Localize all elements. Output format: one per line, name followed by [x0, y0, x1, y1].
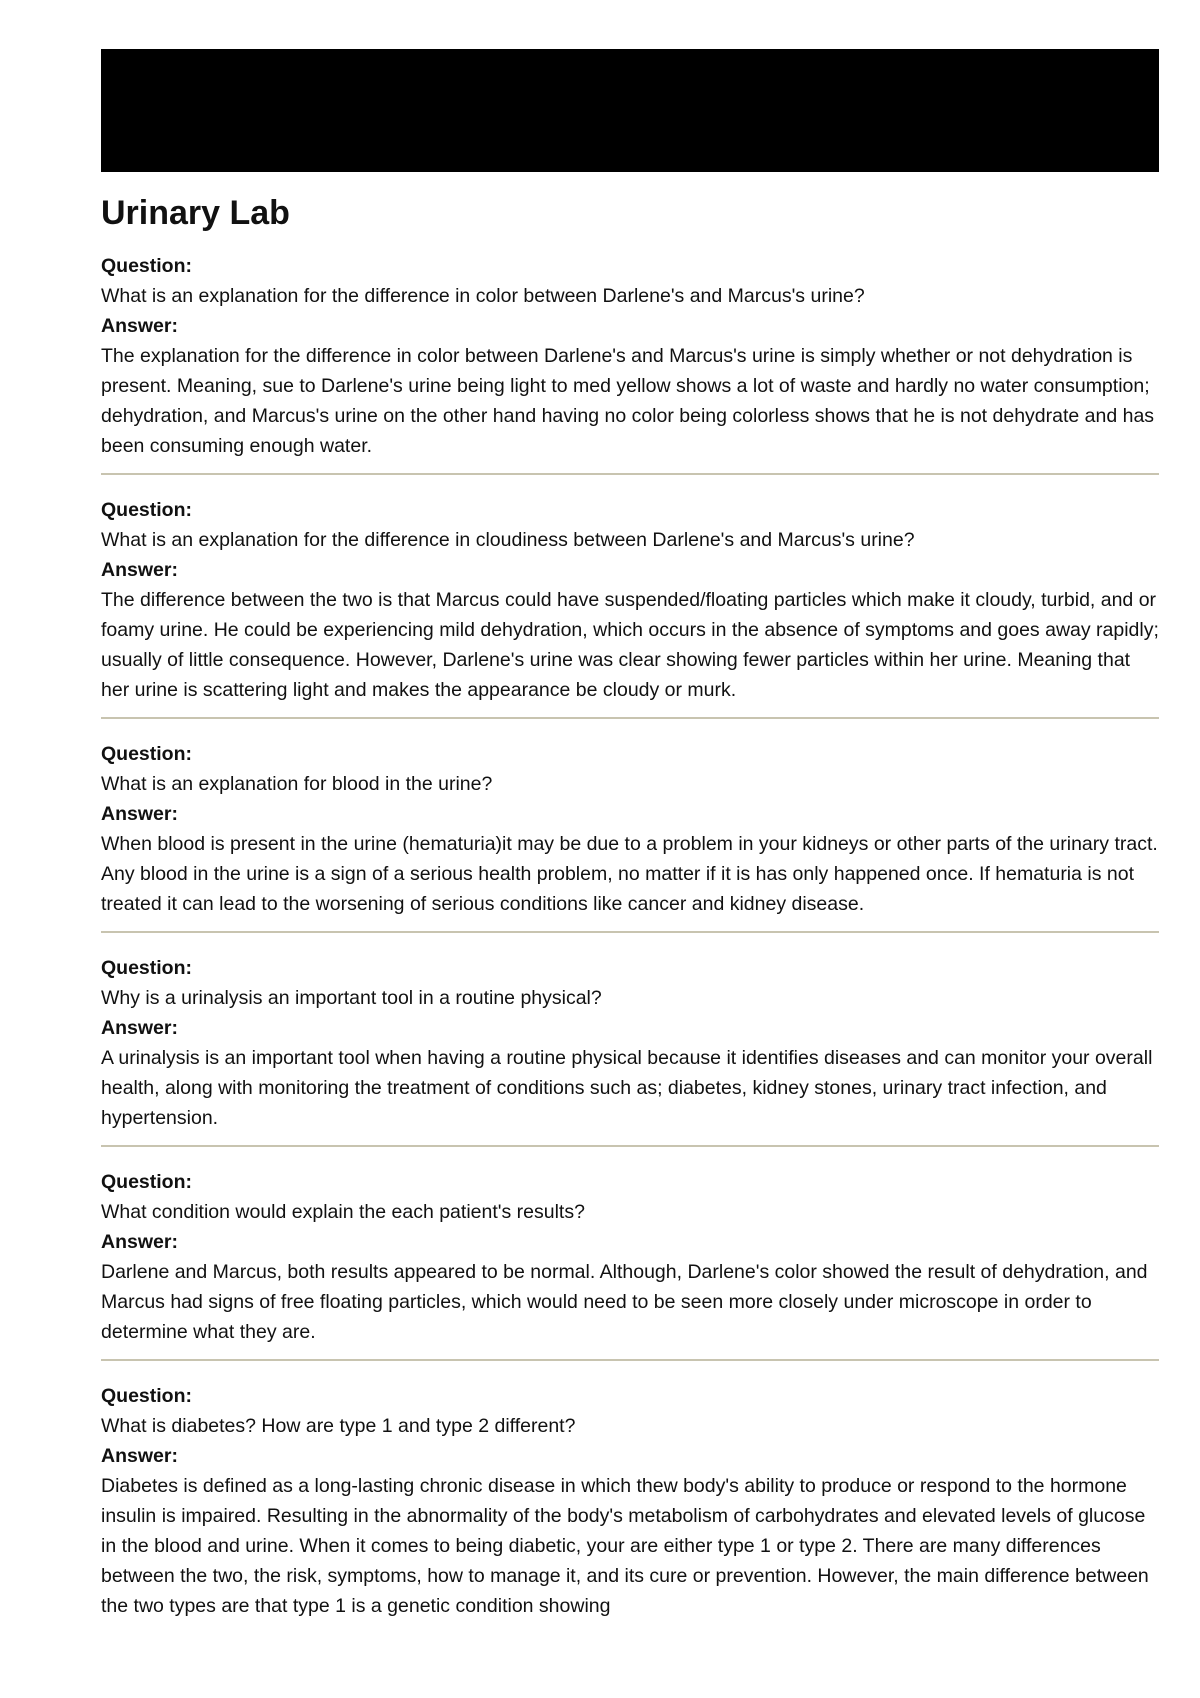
answer-text: The explanation for the difference in color between Darlene's and Marcus's urine is simply whether or not dehydration is present. Meaning, sue to Darlene's urine being light to med yellow shows a lot of waste and hardly no water consumption; dehydration, and Marcus's urine on the other hand having no color being colorless shows that he is not dehydrate and has been consuming enough water. — [101, 345, 1155, 457]
question-text: What is an explanation for blood in the urine? — [101, 773, 493, 795]
page-title: Urinary Lab — [101, 194, 290, 232]
answer-label: Answer: — [101, 1017, 178, 1039]
question-label: Question: — [101, 743, 192, 765]
qa-list — [101, 251, 1159, 1621]
qa-item — [101, 953, 1159, 1133]
section-divider — [101, 1359, 1159, 1361]
section-divider — [101, 931, 1159, 933]
qa-item — [101, 495, 1159, 705]
qa-item — [101, 1381, 1159, 1621]
section-divider — [101, 473, 1159, 475]
answer-text: When blood is present in the urine (hematuria)it may be due to a problem in your kidneys or other parts of the urinary tract. Any blood in the urine is a sign of a serious health problem, no matter if it is has only happened once. If hematuria is not treated it can lead to the worsening of serious conditions like cancer and kidney disease. — [101, 833, 1158, 915]
qa-item — [101, 739, 1159, 919]
answer-label: Answer: — [101, 1231, 178, 1253]
question-text: What condition would explain the each patient's results? — [101, 1201, 585, 1223]
question-label: Question: — [101, 499, 192, 521]
answer-text: Diabetes is defined as a long-lasting chronic disease in which thew body's ability to produce or respond to the hormone insulin is impaired. Resulting in the abnormality of the body's metabolism of carbohydrates and elevated levels of glucose in the blood and urine. When it comes to being diabetic, your are either type 1 or type 2. There are many differences between the two, the risk, symptoms, how to manage it, and its cure or prevention. However, the main difference between the two types are that type 1 is a genetic condition showing — [101, 1475, 1149, 1617]
answer-text: The difference between the two is that Marcus could have suspended/floating particles which make it cloudy, turbid, and or foamy urine. He could be experiencing mild dehydration, which occurs in the absence of symptoms and goes away rapidly; usually of little consequence. However, Darlene's urine was clear showing fewer particles within her urine. Meaning that her urine is scattering light and makes the appearance be cloudy or murk. — [101, 589, 1159, 701]
question-label: Question: — [101, 1171, 192, 1193]
answer-label: Answer: — [101, 315, 178, 337]
redacted-header-banner — [101, 49, 1159, 172]
question-text: What is diabetes? How are type 1 and type 2 different? — [101, 1415, 576, 1437]
qa-item — [101, 1167, 1159, 1347]
answer-text: Darlene and Marcus, both results appeared to be normal. Although, Darlene's color showed the result of dehydration, and Marcus had signs of free floating particles, which would need to be seen more closely under microscope in order to determine what they are. — [101, 1261, 1148, 1343]
answer-label: Answer: — [101, 803, 178, 825]
question-text: Why is a urinalysis an important tool in a routine physical? — [101, 987, 602, 1009]
answer-label: Answer: — [101, 559, 178, 581]
question-text: What is an explanation for the difference in color between Darlene's and Marcus's urine? — [101, 285, 865, 307]
question-label: Question: — [101, 957, 192, 979]
question-text: What is an explanation for the difference in cloudiness between Darlene's and Marcus's urine? — [101, 529, 915, 551]
answer-text: A urinalysis is an important tool when having a routine physical because it identifies diseases and can monitor your overall health, along with monitoring the treatment of conditions such as; diabetes, kidney stones, urinary tract infection, and hypertension. — [101, 1047, 1153, 1129]
answer-label: Answer: — [101, 1445, 178, 1467]
qa-item — [101, 251, 1159, 461]
document-page — [101, 49, 1159, 1621]
section-divider — [101, 717, 1159, 719]
question-label: Question: — [101, 255, 192, 277]
question-label: Question: — [101, 1385, 192, 1407]
section-divider — [101, 1145, 1159, 1147]
